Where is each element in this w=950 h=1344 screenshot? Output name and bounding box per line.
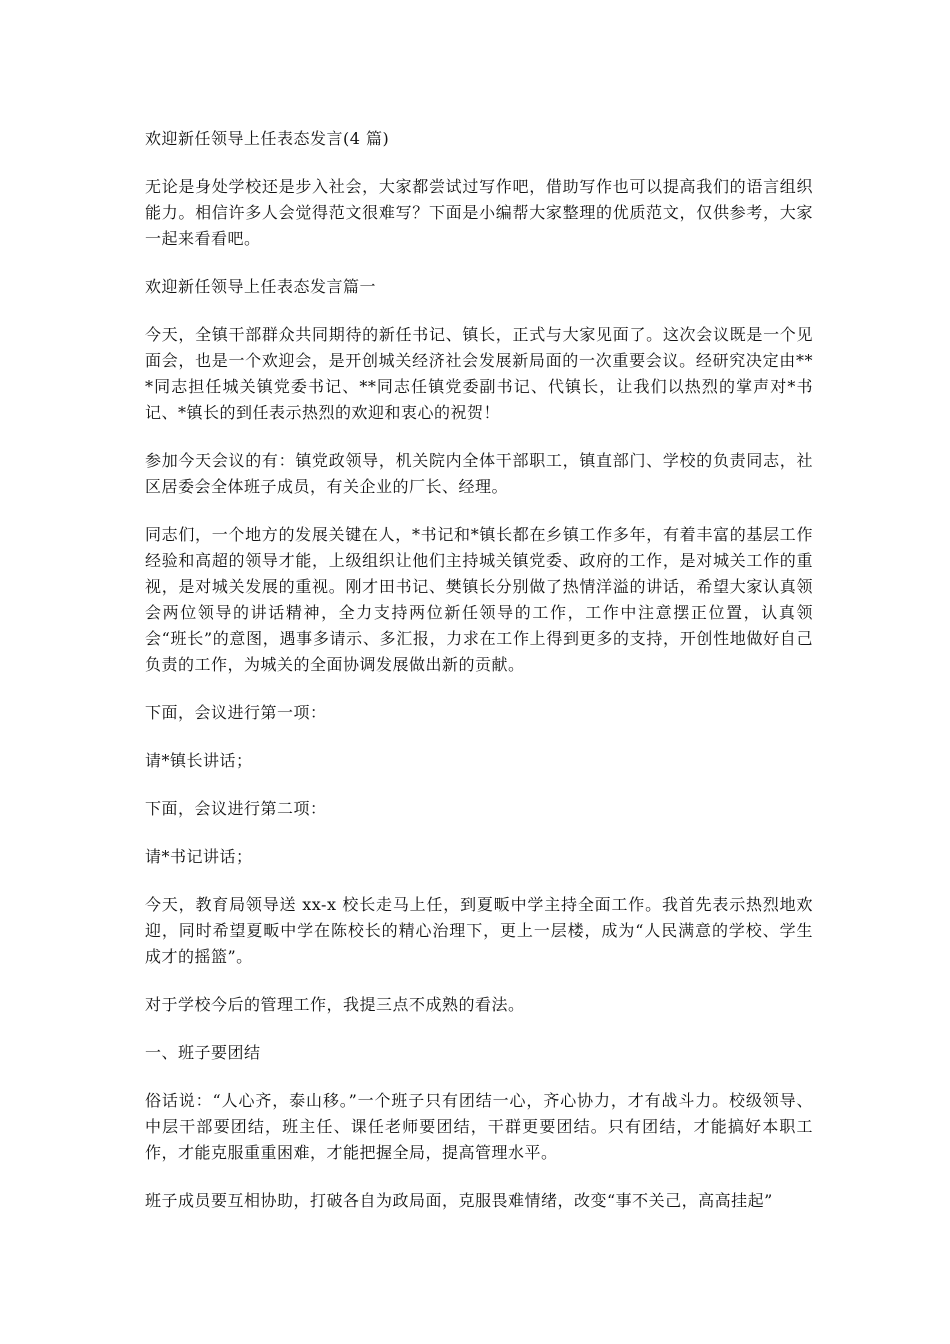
paragraph: 班子成员要互相协助，打破各自为政局面，克服畏难情绪，改变“事不关己，高高挂起” [145,1191,773,1210]
paragraph: 同志们，一个地方的发展关键在人，*书记和*镇长都在乡镇工作多年，有着丰富的基层工作经验和高超的领导才能，上级组织让他们主持城关镇党委、政府的工作，是对城关工作的重视，是对城关发展的重视。刚才田书记、樊镇长分别做了热情洋溢的讲话，希望大家认真领会两位领导的讲话精神，全力支持两位新任领导的工作，工作中注意摆正位置，认真领会“班长”的意图，遇事多请示、多汇报，力求在工作上得到更多的支持，开创性地做好自己负责的工作，为城关的全面协调发展做出新的贡献。 [145,525,813,674]
paragraph: 下面，会议进行第一项： [145,703,327,722]
section-heading-1: 欢迎新任领导上任表态发言篇一 [145,277,377,296]
paragraph: 请*镇长讲话； [145,751,253,770]
paragraph: 下面，会议进行第二项： [145,799,327,818]
paragraph: 参加今天会议的有：镇党政领导，机关院内全体干部职工，镇直部门、学校的负责同志，社区居委会全体班子成员，有关企业的厂长、经理。 [145,451,813,496]
document-body [145,126,813,1236]
paragraph: 俗话说：“人心齐，泰山移。”一个班子只有团结一心，齐心协力，才有战斗力。校级领导、中层干部要团结，班主任、课任老师要团结，干群更要团结。只有团结，才能搞好本职工作，才能克服重重困难，才能把握全局，提高管理水平。 [145,1091,813,1162]
document-title: 欢迎新任领导上任表态发言(4 篇) [145,129,390,148]
paragraph: 今天，全镇干部群众共同期待的新任书记、镇长，正式与大家见面了。这次会议既是一个见面会，也是一个欢迎会，是开创城关经济社会发展新局面的一次重要会议。经研究决定由***同志担任城关镇党委书记、**同志任镇党委副书记、代镇长，让我们以热烈的掌声对*书记、*镇长的到任表示热烈的欢迎和衷心的祝贺！ [145,325,813,422]
paragraph: 请*书记讲话； [145,847,253,866]
paragraph: 今天，教育局领导送 xx-x 校长走马上任，到夏畈中学主持全面工作。我首先表示热烈地欢迎，同时希望夏畈中学在陈校长的精心治理下，更上一层楼，成为“人民满意的学校、学生成才的摇篮”。 [145,895,813,966]
paragraph: 对于学校今后的管理工作，我提三点不成熟的看法。 [145,995,525,1014]
subheading: 一、班子要团结 [145,1043,261,1062]
paragraph-intro: 无论是身处学校还是步入社会，大家都尝试过写作吧，借助写作也可以提高我们的语言组织能力。相信许多人会觉得范文很难写？下面是小编帮大家整理的优质范文，仅供参考，大家一起来看看吧。 [145,177,813,248]
